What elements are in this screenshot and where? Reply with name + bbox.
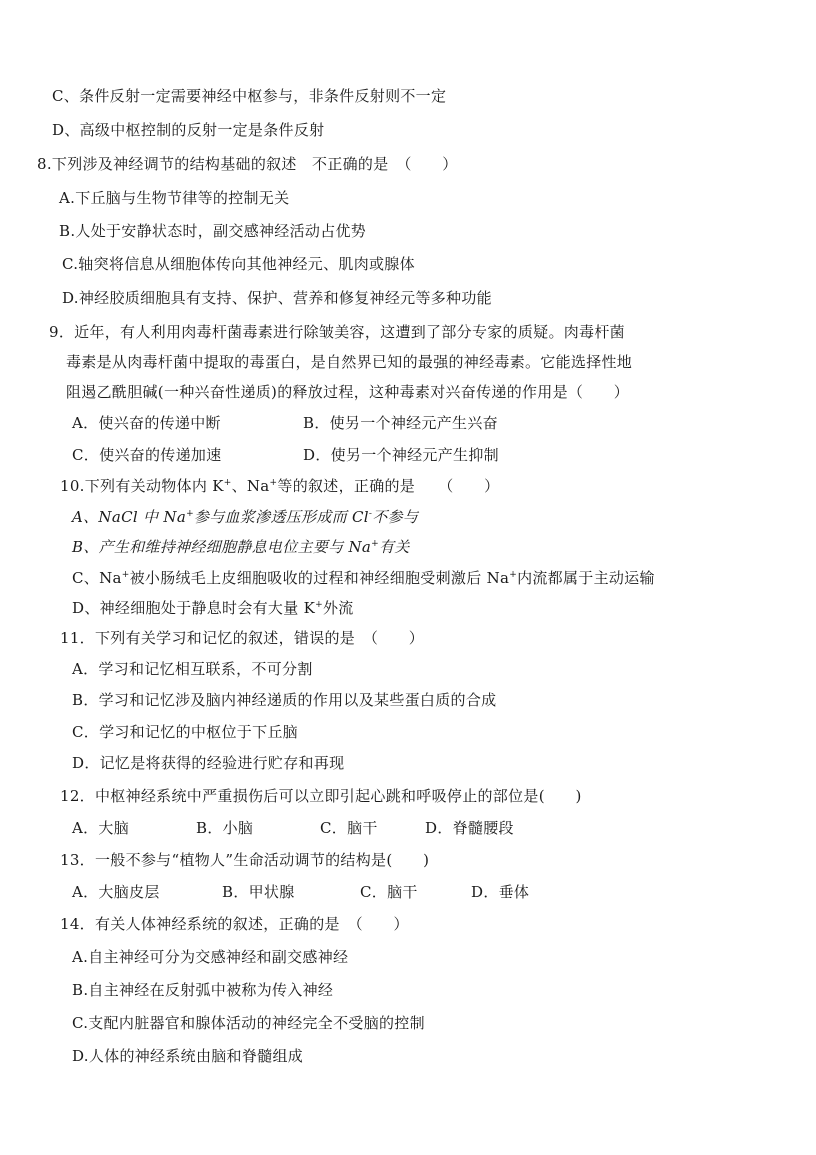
q13-stem: 13．一般不参与“植物人”生命活动调节的结构是( ) xyxy=(60,851,430,869)
q10-option-b xyxy=(72,537,410,557)
q10-option-d-part1: D、神经细胞处于静息时会有大量 K xyxy=(72,599,316,617)
q12-option-a: A．大脑 xyxy=(72,819,130,837)
q12-option-c: C．脑干 xyxy=(320,819,378,837)
q10-option-c xyxy=(72,568,655,588)
q14-option-b: B.自主神经在反射弧中被称为传入神经 xyxy=(72,981,334,999)
q10-option-c-part2: 被小肠绒毛上皮细胞吸收的过程和神经细胞受刺激后 Na xyxy=(129,569,510,587)
q10-option-b-part2: 有关 xyxy=(379,538,410,556)
q10-stem-part2: 、Na xyxy=(231,477,270,495)
sodium-charge: + xyxy=(269,478,278,488)
q9-stem-line3: 阻遏乙酰胆碱(一种兴奋性递质)的释放过程，这种毒素对兴奋传递的作用是（ ） xyxy=(66,383,630,401)
q9-stem-line1: 9．近年，有人利用肉毒杆菌毒素进行除皱美容，这遭到了部分专家的质疑。肉毒杆菌 xyxy=(49,323,625,341)
q12-stem: 12．中枢神经系统中严重损伤后可以立即引起心跳和呼吸停止的部位是( ) xyxy=(60,787,582,805)
q7-option-c: C、条件反射一定需要神经中枢参与，非条件反射则不一定 xyxy=(52,87,447,105)
q8-stem: 8.下列涉及神经调节的结构基础的叙述 不正确的是 （ ） xyxy=(37,155,458,173)
q9-option-b: B．使另一个神经元产生兴奋 xyxy=(303,414,498,432)
q10-option-a-part2: 参与血浆渗透压形成而 Cl xyxy=(193,508,369,526)
potassium-charge: + xyxy=(223,478,232,488)
q13-option-d: D．垂体 xyxy=(471,883,530,901)
potassium-charge: + xyxy=(315,600,323,610)
q8-option-b: B.人处于安静状态时，副交感神经活动占优势 xyxy=(59,222,367,240)
q13-option-a: A．大脑皮层 xyxy=(72,883,160,901)
q10-option-c-part3: 内流都属于主动运输 xyxy=(517,569,655,587)
q9-option-a: A．使兴奋的传递中断 xyxy=(72,414,221,432)
q11-option-a: A．学习和记忆相互联系，不可分割 xyxy=(72,660,313,678)
q13-option-b: B．甲状腺 xyxy=(222,883,295,901)
q12-option-b: B．小脑 xyxy=(196,819,254,837)
sodium-charge: + xyxy=(121,570,130,580)
q10-stem xyxy=(60,476,499,496)
q14-option-a: A.自主神经可分为交感神经和副交感神经 xyxy=(72,948,349,966)
q11-option-c: C．学习和记忆的中枢位于下丘脑 xyxy=(72,723,298,741)
q10-option-c-part1: C、Na xyxy=(72,569,122,587)
q12-option-d: D．脊髓腰段 xyxy=(425,819,514,837)
q10-option-a-part3: 不参与 xyxy=(372,508,419,526)
q9-option-d: D．使另一个神经元产生抑制 xyxy=(303,446,499,464)
sodium-charge: + xyxy=(371,539,380,549)
q11-option-b: B．学习和记忆涉及脑内神经递质的作用以及某些蛋白质的合成 xyxy=(72,691,497,709)
q14-stem: 14．有关人体神经系统的叙述，正确的是 （ ） xyxy=(60,915,409,933)
q11-option-d: D．记忆是将获得的经验进行贮存和再现 xyxy=(72,754,345,772)
q10-option-d-part2: 外流 xyxy=(322,599,354,617)
q9-option-c: C．使兴奋的传递加速 xyxy=(72,446,222,464)
q11-stem: 11．下列有关学习和记忆的叙述，错误的是 （ ） xyxy=(60,629,425,647)
q14-option-d: D.人体的神经系统由脑和脊髓组成 xyxy=(72,1047,304,1065)
q7-option-d: D、高级中枢控制的反射一定是条件反射 xyxy=(52,121,325,139)
q8-option-d: D.神经胶质细胞具有支持、保护、营养和修复神经元等多种功能 xyxy=(62,289,492,307)
q9-stem-line2: 毒素是从肉毒杆菌中提取的毒蛋白，是自然界已知的最强的神经毒素。它能选择性地 xyxy=(66,353,633,371)
q14-option-c: C.支配内脏器官和腺体活动的神经完全不受脑的控制 xyxy=(72,1014,425,1032)
q8-option-c: C.轴突将信息从细胞体传向其他神经元、肌肉或腺体 xyxy=(62,255,415,273)
q10-option-a xyxy=(72,507,418,527)
sodium-charge: + xyxy=(509,570,518,580)
sodium-charge: + xyxy=(186,509,194,519)
q8-option-a: A.下丘脑与生物节律等的控制无关 xyxy=(59,189,290,207)
q10-stem-part1: 10.下列有关动物体内 K xyxy=(60,477,224,495)
q10-option-d xyxy=(72,598,354,618)
q10-stem-part3: 等的叙述，正确的是 （ ） xyxy=(277,477,500,495)
chloride-charge: - xyxy=(368,509,373,519)
q10-option-b-part1: B、产生和维持神经细胞静息电位主要与 Na xyxy=(72,538,372,556)
q10-option-a-part1: A、NaCl 中 Na xyxy=(72,508,187,526)
q13-option-c: C．脑干 xyxy=(360,883,418,901)
